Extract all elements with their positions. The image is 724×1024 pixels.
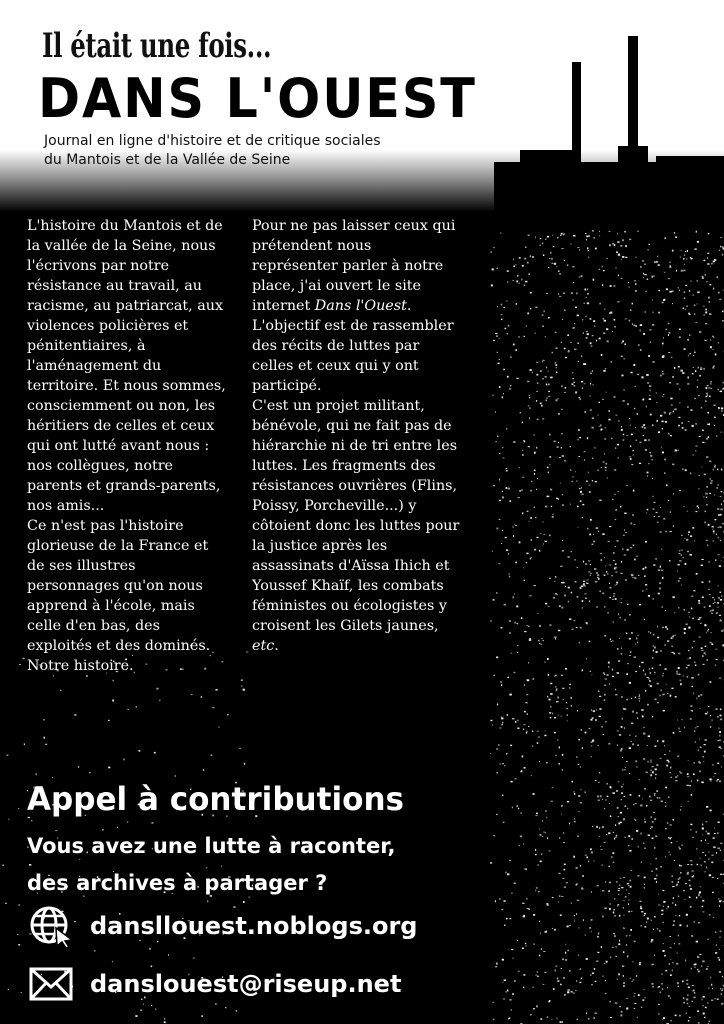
envelope-icon — [28, 962, 74, 1006]
email-link[interactable]: danslouest@riseup.net — [90, 970, 402, 998]
column2-paragraph-2: L'objectif est de rassembler des récits de luttes par celles et ceux qui y ont participé. — [252, 318, 454, 394]
text-column-1 — [27, 216, 227, 676]
subtitle-line-2: du Mantois et de la Vallée de Seine — [44, 152, 291, 168]
email-contact[interactable] — [28, 962, 401, 1006]
website-contact[interactable] — [28, 904, 417, 948]
factory-skyline-icon — [480, 20, 724, 240]
site-name: Dans l'Ouest — [314, 298, 407, 314]
call-heading: Appel à contributions — [27, 780, 405, 818]
header-subtitle — [44, 132, 464, 170]
header-title-big: DANS L'OUEST — [38, 67, 477, 130]
call-question-line-2: des archives à partager ? — [27, 871, 328, 895]
column1-paragraph-2: Ce n'est pas l'histoire glorieuse de la France et de ses illustres personnages qu'on nous apprend à l'école, mais celle d'en bas, des exploités et des dominés. Notre histoire. — [27, 518, 211, 674]
column2-paragraph-3: C'est un projet militant, bénévole, qui ne fait pas de hiérarchie ni de tri entre les luttes. Les fragments des résistances ouvrières (Flins, Poissy, Porcheville...) y côtoient donc les luttes pour la justice après les assassinats d'Aïssa Ihich et Youssef Khaïf, les combats féministes ou écologistes y croisent les Gilets jaunes, etc. — [252, 398, 460, 654]
header-title-small: Il était une fois... — [42, 26, 272, 66]
column2-paragraph-1: Pour ne pas laisser ceux qui prétendent nous représenter parler à notre place, j'ai ouvert le site internet Dans l'Ouest. — [252, 218, 456, 314]
etc-text: etc — [252, 638, 275, 654]
column1-paragraph-1: L'histoire du Mantois et de la vallée de la Seine, nous l'écrivons par notre résistance au travail, au racisme, au patriarcat, aux violences policières et pénitentiaires, à l'aménagement du territoire. Et nous sommes, consciemment ou non, les héritiers de celles et ceux qui ont lutté avant nous : nos collègues, notre parents et grands-parents, nos amis... — [27, 218, 226, 514]
website-link[interactable]: dansllouest.noblogs.org — [90, 912, 418, 940]
subtitle-line-1: Journal en ligne d'histoire et de critique sociales — [44, 133, 381, 149]
call-question — [27, 828, 467, 902]
text-column-2 — [252, 216, 460, 656]
call-question-line-1: Vous avez une lutte à raconter, — [27, 834, 396, 858]
photo-texture — [490, 230, 724, 1024]
globe-cursor-icon — [28, 904, 74, 948]
